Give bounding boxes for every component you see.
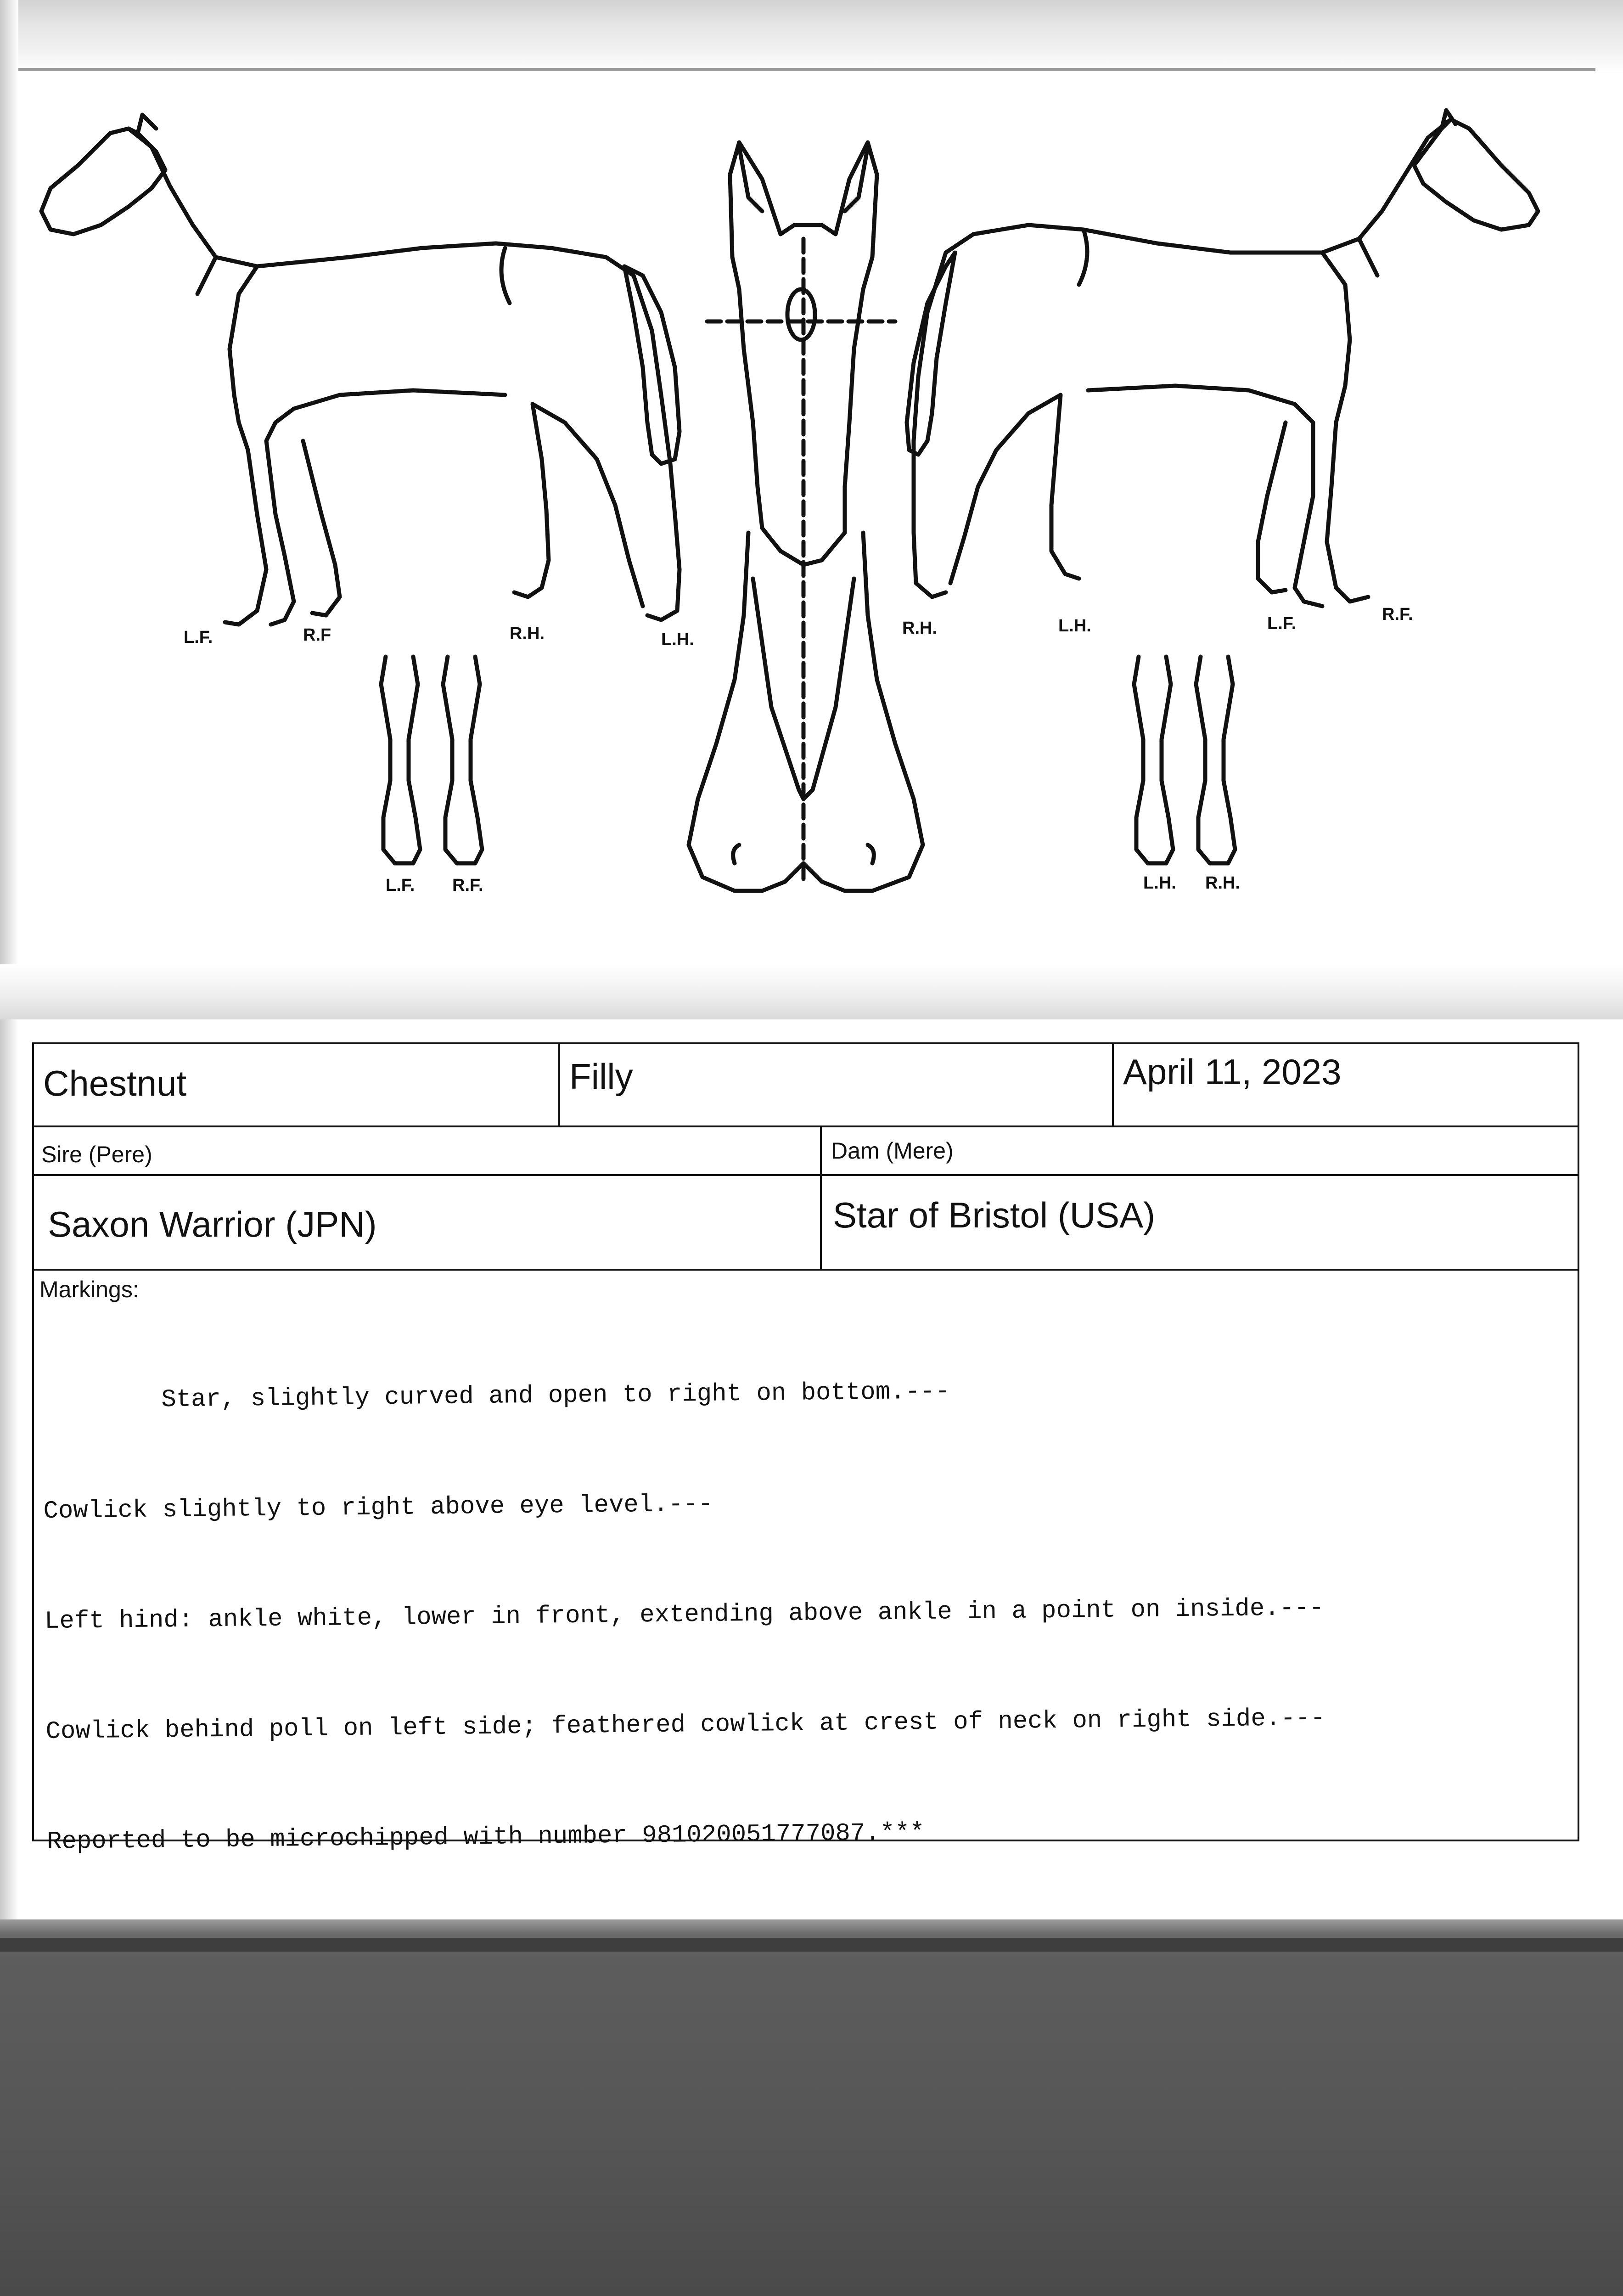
horse-diagram [0, 73, 1623, 974]
page-fold-shadow [0, 964, 1623, 1019]
legs-left-pair [381, 657, 482, 863]
sex-value: Filly [569, 1056, 633, 1097]
label-lf: L.F. [184, 628, 213, 647]
color-value: Chestnut [43, 1063, 187, 1103]
markings-text [41, 1294, 1566, 1934]
markings-line: Reported to be microchipped with number 981020051777087.*** [46, 1818, 925, 1856]
horse-left-profile [41, 115, 680, 625]
registration-form [32, 1022, 1579, 1856]
dam-cell [820, 1174, 1579, 1271]
label-rf-right: R.F. [1382, 605, 1413, 624]
dam-label-cell [820, 1125, 1579, 1176]
markings-line: Left hind: ankle white, lower in front, extending above ankle in a point on inside.--- [44, 1594, 1325, 1636]
dam-label: Dam (Mere) [831, 1138, 954, 1164]
label-legs-rf: R.F. [452, 876, 483, 895]
label-rf: R.F [303, 625, 331, 645]
label-lh: L.H. [661, 630, 694, 649]
sire-cell [32, 1174, 822, 1271]
sire-value: Saxon Warrior (JPN) [48, 1204, 377, 1244]
foaling-date-cell [1112, 1042, 1579, 1127]
dam-value: Star of Bristol (USA) [833, 1195, 1156, 1235]
markings-box [32, 1269, 1579, 1856]
sex-cell [558, 1042, 1114, 1127]
label-legs-lf: L.F. [386, 876, 415, 895]
scanner-top-edge [0, 0, 1623, 73]
sire-label: Sire (Pere) [41, 1142, 152, 1167]
horse-front-head [689, 142, 923, 891]
scanner-bottom-edge [0, 1919, 1623, 2296]
label-lh-right: L.H. [1058, 616, 1091, 636]
legs-right-pair [1134, 657, 1235, 863]
label-rh-right: R.H. [902, 619, 937, 638]
markings-line: Star, slightly curved and open to right on bottom.--- [42, 1378, 950, 1415]
markings-line: Cowlick behind poll on left side; feathered cowlick at crest of neck on right side.--- [45, 1704, 1325, 1746]
sire-label-cell [32, 1125, 822, 1176]
label-legs-rh: R.H. [1205, 873, 1240, 893]
label-legs-lh: L.H. [1143, 873, 1176, 893]
label-rh: R.H. [510, 624, 545, 643]
markings-line: Cowlick slightly to right above eye level.--- [43, 1490, 713, 1525]
foaling-date-value: April 11, 2023 [1123, 1052, 1342, 1092]
label-lf-right: L.F. [1267, 614, 1297, 633]
markings-label: Markings: [39, 1277, 139, 1302]
color-cell [32, 1042, 560, 1127]
horse-right-profile [907, 110, 1538, 606]
